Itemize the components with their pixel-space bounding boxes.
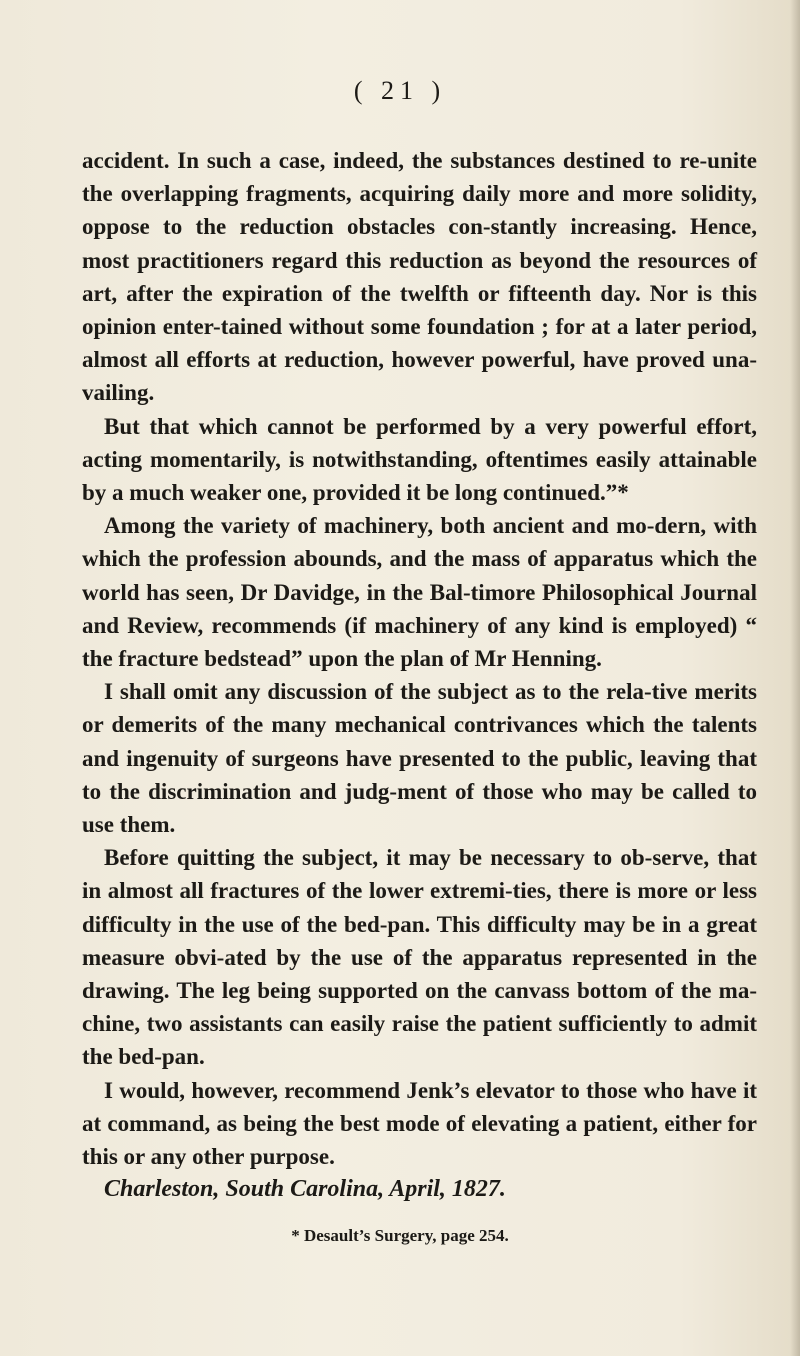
paragraph-2: But that which cannot be performed by a very powerful effort, acting momentarily, is notwithstanding, oftentimes easily attainable by a much weaker one, provided it be long continued.”* — [82, 413, 757, 506]
footnote: * Desault’s Surgery, page 254. — [291, 1226, 509, 1245]
paragraph-1: accident. In such a case, indeed, the substances destined to re-unite the overlapping fragments, acquiring daily more and more solidity, oppose to the reduction obstacles con-stantly increasing. Hence, most practitioners regard this reduction as beyond the resources of art, after the expiration of the twelfth or fifteenth day. Nor is this opinion enter-tained without some foundation ; for at a later period, almost all efforts at reduction, however powerful, have proved una-vailing. — [82, 148, 757, 406]
paragraph-6: I would, however, recommend Jenk’s elevator to those who have it at command, as being the best mode of elevating a patient, either for this or any other purpose. — [82, 1077, 757, 1170]
paragraph-4: I shall omit any discussion of the subject as to the rela-tive merits or demerits of the many mechanical contrivances which the talents and ingenuity of surgeons have presented to the public, leaving that to the discrimination and judg-ment of those who may be called to use them. — [82, 679, 757, 838]
page-number: ( 21 ) — [353, 76, 447, 105]
page-edge-shadow — [790, 0, 800, 1356]
body-text — [82, 144, 757, 1207]
paragraph-5: Before quitting the subject, it may be necessary to ob-serve, that in almost all fractures of the lower extremi-ties, there is more or less difficulty in the use of the bed-pan. This difficulty may be in a great measure obvi-ated by the use of the apparatus represented in the drawing. The leg being supported on the canvass bottom of the ma-chine, two assistants can easily raise the patient sufficiently to admit the bed-pan. — [82, 845, 757, 1070]
paragraph-3: Among the variety of machinery, both ancient and mo-dern, with which the profession abounds, and the mass of apparatus which the world has seen, Dr Davidge, in the Bal-timore Philosophical Journal and Review, recommends (if machinery of any kind is employed) “ the fracture bedstead” upon the plan of Mr Henning. — [82, 513, 757, 672]
signoff-place-date: Charleston, South Carolina, April, 1827. — [104, 1176, 506, 1203]
